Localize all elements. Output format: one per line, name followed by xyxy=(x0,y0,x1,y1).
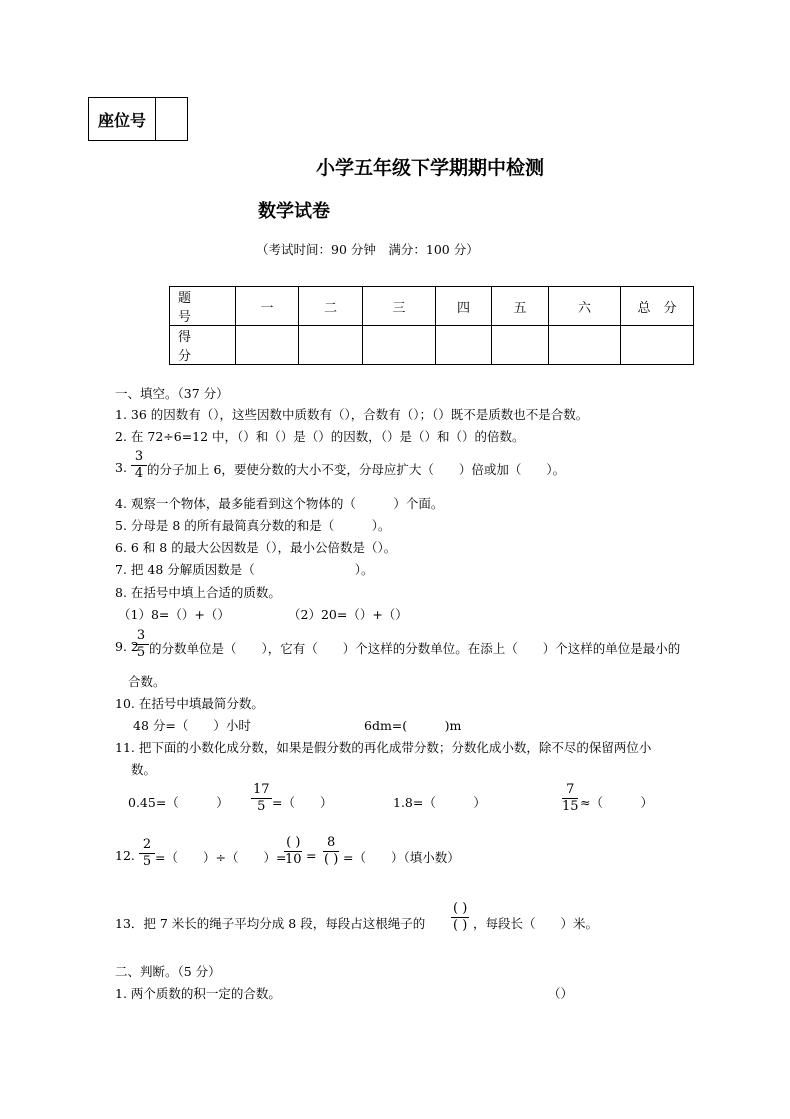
question-12-number: 12. xyxy=(115,848,135,863)
question-10: 10. 在括号中填最简分数。 xyxy=(115,696,264,711)
question-11-continued: 数。 xyxy=(131,762,157,777)
score-cell[interactable] xyxy=(492,326,549,365)
fraction-numerator: 8 xyxy=(323,835,339,852)
fraction-denominator: 5 xyxy=(142,854,152,869)
score-cell[interactable] xyxy=(299,326,363,365)
fraction-numerator: 7 xyxy=(562,782,578,799)
fraction-denominator: 15 xyxy=(562,799,579,814)
score-header-cell: 总 分 xyxy=(621,287,694,326)
page-title: 小学五年级下学期期中检测 xyxy=(316,157,545,179)
fraction-numerator: 17 xyxy=(253,782,270,797)
question-11-item-c: 1.8=（ ） xyxy=(393,795,486,810)
fraction-numerator: ( ) xyxy=(453,901,468,916)
question-3-fraction xyxy=(131,449,147,482)
question-13-text-2: ，每段长（ ）米。 xyxy=(473,916,599,931)
score-header-cell: 一 xyxy=(236,287,299,326)
fraction-denominator: 10 xyxy=(285,852,302,867)
question-11-item-a: 0.45=（ ） xyxy=(128,795,229,810)
score-table-header-row xyxy=(170,287,694,326)
question-11-item-b-fraction xyxy=(251,782,272,815)
seat-number-label: 座位号 xyxy=(89,98,156,140)
page-subtitle: 数学试卷 xyxy=(258,201,330,222)
question-3-text: 的分子加上 6，要使分数的大小不变，分母应扩大（ ）倍或加（ ）。 xyxy=(147,462,566,477)
fraction-denominator: 5 xyxy=(136,645,146,660)
fraction-denominator: ( ) xyxy=(324,852,339,867)
question-9-fraction xyxy=(133,628,149,661)
score-cell[interactable] xyxy=(549,326,621,365)
question-3-number: 3. xyxy=(115,460,127,475)
fraction-numerator: 2 xyxy=(139,837,155,854)
question-12-text-2: =（ ）（填小数） xyxy=(343,850,460,865)
seat-number-box xyxy=(88,97,188,141)
question-12-fraction-2 xyxy=(283,835,304,868)
question-8-part-2: （2）20=（）+（） xyxy=(288,607,408,622)
judgment-question-1: 1. 两个质数的积一定的合数。 xyxy=(115,986,281,1001)
score-row-label: 得 分 xyxy=(170,326,236,365)
question-11-item-d-fraction xyxy=(560,782,581,815)
question-12-fraction-1 xyxy=(139,837,155,870)
score-header-cell: 四 xyxy=(436,287,492,326)
question-10-part-b: 6dm=( )m xyxy=(364,718,462,733)
question-8: 8. 在括号中填上合适的质数。 xyxy=(115,585,281,600)
fraction-denominator: ( ) xyxy=(453,918,468,933)
score-header-cell: 二 xyxy=(299,287,363,326)
score-header-cell: 三 xyxy=(363,287,436,326)
fraction-numerator: 3 xyxy=(133,628,149,645)
question-6: 6. 6 和 8 的最大公因数是（），最小公倍数是（）。 xyxy=(115,540,397,555)
question-9-number: 9. 2 xyxy=(115,639,139,654)
question-12-equals: = xyxy=(306,848,317,863)
score-header-cell: 五 xyxy=(492,287,549,326)
score-cell[interactable] xyxy=(363,326,436,365)
question-13-fraction xyxy=(451,901,469,934)
score-cell[interactable] xyxy=(236,326,299,365)
section2-heading: 二、判断。（5 分） xyxy=(115,964,221,979)
score-table xyxy=(169,286,694,365)
fraction-numerator: 3 xyxy=(131,449,147,466)
question-2: 2. 在 72÷6=12 中，（）和（）是（）的因数，（）是（）和（）的倍数。 xyxy=(115,429,525,444)
question-11-item-d-text: ≈（ ） xyxy=(580,795,653,810)
question-8-part-1: （1）8=（）+（） xyxy=(118,607,230,622)
exam-info: （考试时间：90 分钟 满分：100 分） xyxy=(256,242,479,257)
question-12-text-1: =（ ）÷（ ）= xyxy=(155,850,287,865)
question-11-item-b-text: =（ ） xyxy=(272,795,333,810)
score-cell[interactable] xyxy=(436,326,492,365)
question-4: 4. 观察一个物体，最多能看到这个物体的（ ）个面。 xyxy=(115,496,444,511)
seat-number-blank[interactable] xyxy=(156,98,187,140)
question-1: 1. 36 的因数有（），这些因数中质数有（），合数有（）；（）既不是质数也不是合数。 xyxy=(115,407,589,422)
score-header-cell: 六 xyxy=(549,287,621,326)
fraction-denominator: 4 xyxy=(134,466,144,481)
question-13-text: 13．把 7 米长的绳子平均分成 8 段，每段占这根绳子的 xyxy=(115,916,426,931)
question-10-part-a: 48 分=（ ）小时 xyxy=(133,718,251,733)
fraction-denominator: 5 xyxy=(257,799,266,814)
question-9-continued: 合数。 xyxy=(128,674,166,689)
score-cell[interactable] xyxy=(621,326,694,365)
question-9-text: 的分数单位是（ ），它有（ ）个这样的分数单位。在添上（ ）个这样的单位是最小的 xyxy=(149,641,681,656)
question-5: 5. 分母是 8 的所有最简真分数的和是（ ）。 xyxy=(115,518,391,533)
question-11: 11. 把下面的小数化成分数，如果是假分数的再化成带分数；分数化成小数，除不尽的保留两位小 xyxy=(115,740,652,755)
judgment-answer-bracket[interactable]: （） xyxy=(548,986,574,1001)
score-table-score-row xyxy=(170,326,694,365)
question-12-fraction-3 xyxy=(322,835,340,868)
question-7: 7. 把 48 分解质因数是（ ）。 xyxy=(115,562,374,577)
section1-heading: 一、填空。（37 分） xyxy=(115,386,229,401)
score-header-cell: 题 号 xyxy=(170,287,236,326)
fraction-numerator: ( ) xyxy=(286,835,301,850)
